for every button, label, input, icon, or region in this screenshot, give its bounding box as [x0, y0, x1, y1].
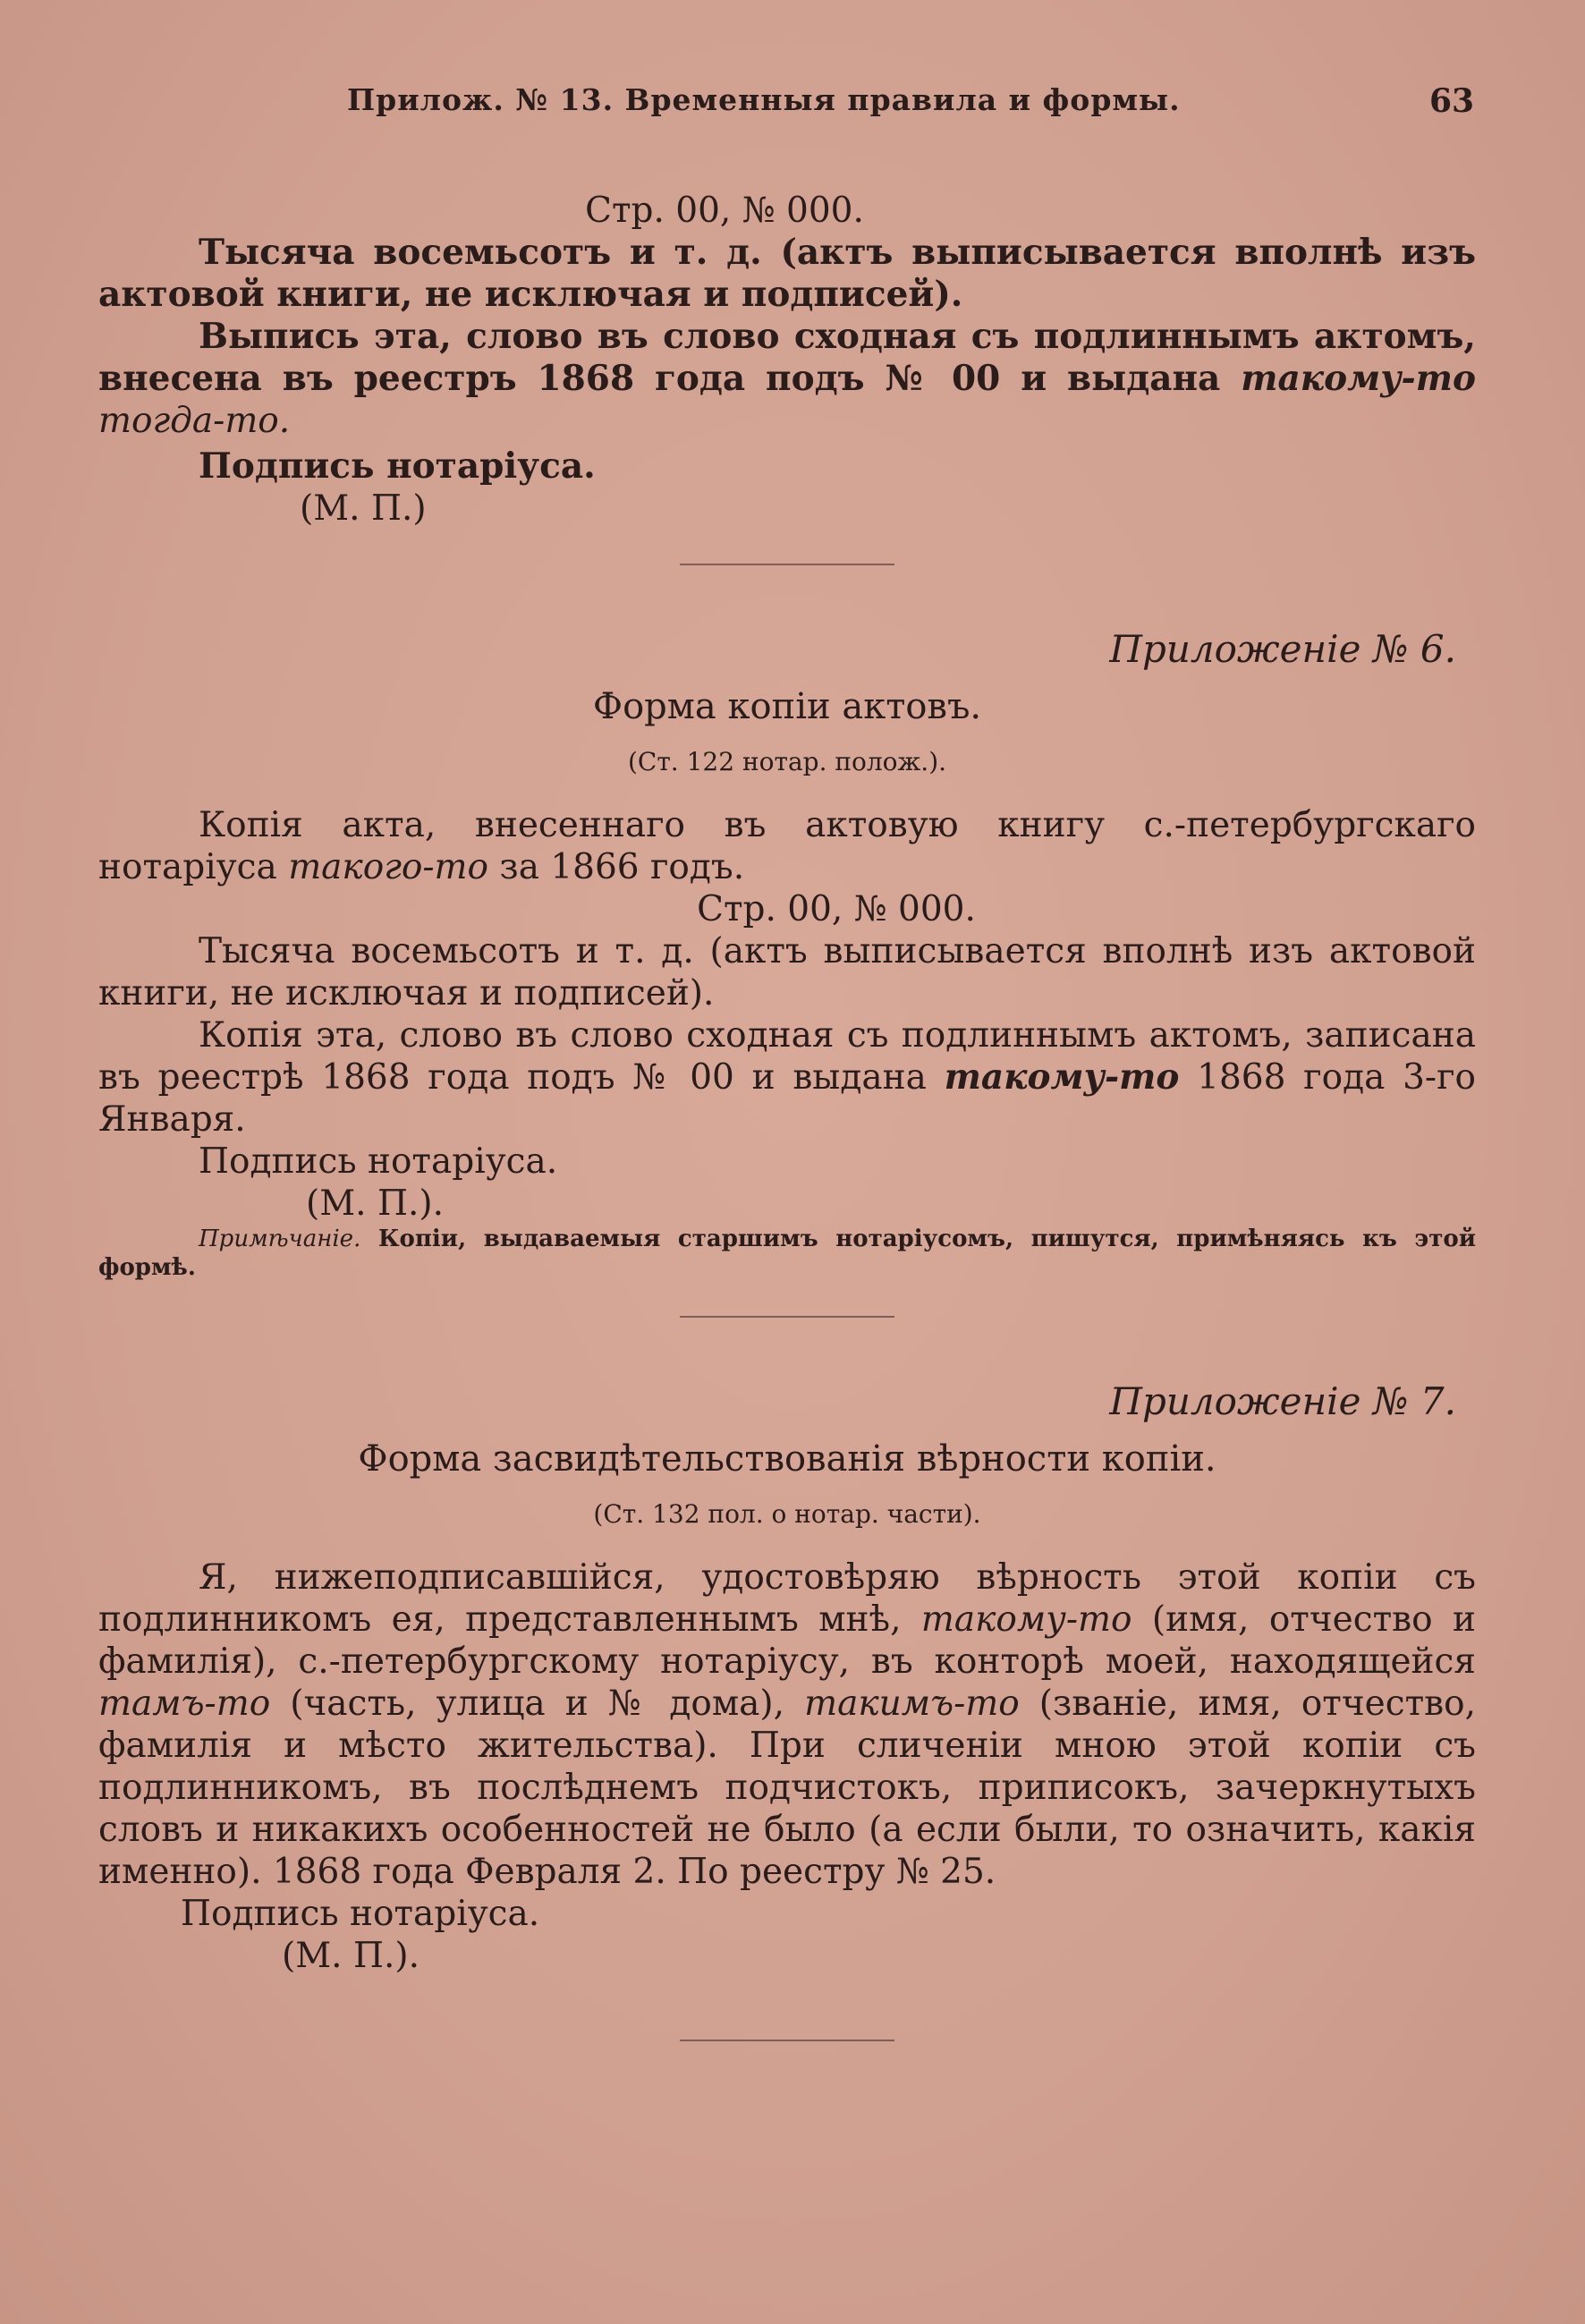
italic-run: такому-то: [944, 1056, 1180, 1098]
appendix-label: Приложеніе № 7.: [1109, 1379, 1456, 1423]
italic-run: такого-то: [288, 847, 489, 887]
text-run: Я, нижеподписавшійся, удостовѣряю вѣрность этой копіи съ подлинникомъ ея, представленнымъ мнѣ,: [98, 1557, 1476, 1640]
appendix-title: Форма засвидѣтельствованія вѣрности копіи.: [358, 1438, 1216, 1480]
text-run: Выпись эта, слово въ слово сходная съ подлиннымъ актомъ, внесена въ реестръ 1868 года подъ № 00 и выдана: [98, 316, 1476, 399]
text-run: (имя, отчество и фамилія), с.-петербургскому нотаріусу, въ конторѣ моей, находящейся: [98, 1599, 1476, 1682]
italic-run: такому-то: [920, 1599, 1132, 1640]
article-ref: (Ст. 122 нотар. полож.).: [627, 747, 947, 776]
signature-line: Подпись нотаріуса.: [199, 1141, 558, 1182]
seal-mark: (М. П.).: [306, 1183, 444, 1224]
italic-run: тогда-то.: [98, 401, 291, 441]
text-run: (званіе, имя, отчество, фамилія и мѣсто жительства). При сличеніи мною этой копіи съ подлинникомъ, въ послѣднемъ подчистокъ, приписокъ, зачеркнутыхъ словъ и никакихъ особенностей не было (а если были, то означить, какія именно). 1868 года Февраля 2. По реестру № 25.: [98, 1684, 1476, 1892]
text-run: Копія эта, слово въ слово сходная съ подлиннымъ актомъ, записана въ реестрѣ 1868 года подъ № 00 и выдана: [98, 1015, 1476, 1098]
running-title: Прилож. № 13. Временныя правила и формы.: [347, 82, 1181, 117]
italic-run: такому-то: [1241, 358, 1476, 399]
signature-line: Подпись нотаріуса.: [199, 445, 596, 487]
paragraph: Тысяча восемьсотъ и т. д. (актъ выписывается вполнѣ изъ актовой книги, не исключая и подписей).: [98, 931, 1476, 1014]
section-divider: [680, 2040, 894, 2041]
paragraph: [98, 316, 1476, 442]
footnote: [98, 1225, 1476, 1282]
text-run: 1868 года 3-го Января.: [98, 1057, 1476, 1140]
note-text: Копіи, выдаваемыя старшимъ нотаріусомъ, пишутся, примѣняясь къ этой формѣ.: [98, 1226, 1476, 1281]
note-label: Примѣчаніе.: [199, 1226, 361, 1252]
section-divider: [680, 1316, 894, 1318]
page-ref: Стр. 00, № 000.: [697, 889, 976, 929]
page-number: 63: [1429, 82, 1475, 120]
appendix-label: Приложеніе № 6.: [1109, 627, 1456, 671]
paragraph: Тысяча восемьсотъ и т. д. (актъ выписывается вполнѣ изъ актовой книги, не исключая и подписей).: [98, 232, 1476, 315]
article-ref: (Ст. 132 пол. о нотар. части).: [593, 1499, 981, 1529]
paragraph: [98, 1556, 1476, 1893]
text-run: Копія акта, внесеннаго въ актовую книгу с.-петербургскаго нотаріуса: [98, 805, 1476, 887]
seal-mark: (М. П.).: [282, 1936, 420, 1976]
paragraph: [98, 804, 1476, 888]
appendix-title: Форма копіи актовъ.: [592, 686, 982, 727]
page-body: [98, 190, 1476, 2104]
italic-run: такимъ-то: [804, 1684, 1020, 1724]
paragraph: [98, 1014, 1476, 1141]
seal-mark: (М. П.): [300, 488, 427, 529]
italic-run: тамъ-то: [98, 1684, 271, 1724]
page-ref: Стр. 00, № 000.: [585, 191, 864, 231]
text-run: (часть, улица и № дома),: [270, 1684, 805, 1724]
signature-line: Подпись нотаріуса.: [181, 1894, 540, 1934]
text-run: за 1866 годъ.: [488, 847, 745, 887]
section-divider: [680, 564, 894, 565]
